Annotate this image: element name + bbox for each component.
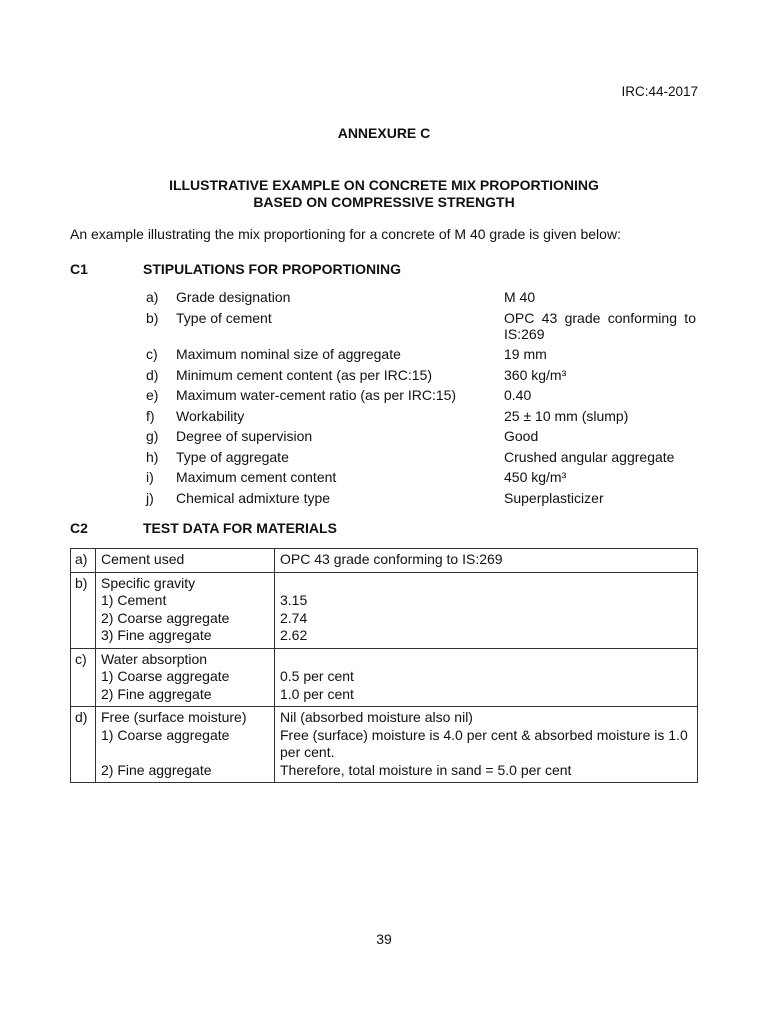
section-c2-title: TEST DATA FOR MATERIALS [143, 520, 337, 536]
sub-label: 2) Fine aggregate [101, 761, 212, 778]
row-value-cell [275, 707, 698, 783]
sub-value: 2.62 [280, 627, 308, 643]
item-letter: j) [146, 489, 154, 506]
section-c1-number: C1 [70, 261, 88, 277]
item-letter: b) [146, 309, 159, 326]
list-item [146, 289, 696, 305]
item-letter: c) [146, 346, 158, 362]
item-label: Workability [176, 407, 245, 424]
table-row [71, 572, 698, 648]
item-value: 360 kg/m³ [504, 366, 567, 383]
item-label: Type of aggregate [176, 448, 289, 465]
item-label: Chemical admixture type [176, 489, 331, 506]
row-value: Nil (absorbed moisture also nil) [280, 709, 473, 725]
spacer [280, 575, 692, 593]
item-label: Minimum cement content (as per IRC:15) [176, 366, 432, 383]
item-value: 25 ± 10 mm (slump) [504, 407, 629, 424]
row-label: Specific gravity [101, 574, 196, 591]
item-letter: h) [146, 448, 159, 465]
sub-value: 3.15 [280, 592, 308, 608]
item-value: Crushed angular aggregate [504, 448, 675, 465]
sub-label: 3) Fine aggregate [101, 627, 212, 643]
item-label: Type of cement [176, 309, 272, 326]
row-label-cell [96, 707, 275, 783]
sub-label: 2) Fine aggregate [101, 685, 212, 702]
item-letter: g) [146, 428, 159, 444]
sub-value: 1.0 per cent [280, 685, 354, 702]
page-number: 39 [376, 931, 392, 947]
list-item [146, 367, 696, 383]
list-item [146, 346, 696, 362]
item-letter: i) [146, 469, 154, 485]
table-row [71, 549, 698, 573]
list-item [146, 469, 696, 485]
row-label: Cement used [96, 549, 275, 573]
table-row [71, 648, 698, 707]
sub-value: Free (surface) moisture is 4.0 per cent & absorbed moisture is 1.0 per cent. [280, 726, 688, 760]
sub-label: 1) Cement [101, 592, 167, 608]
item-letter: d) [146, 366, 159, 383]
sub-label: 1) Coarse aggregate [101, 668, 230, 684]
row-letter: d) [71, 707, 96, 783]
row-label: Free (surface moisture) [101, 709, 247, 725]
item-value: 450 kg/m³ [504, 469, 567, 485]
row-value-cell [275, 648, 698, 707]
sub-value: 2.74 [280, 609, 308, 626]
row-letter: a) [71, 549, 96, 573]
row-label-cell [96, 572, 275, 648]
sub-label: 2) Coarse aggregate [101, 609, 230, 626]
table-row [71, 707, 698, 783]
row-value: OPC 43 grade conforming to IS:269 [275, 549, 698, 573]
item-label: Maximum nominal size of aggregate [176, 346, 401, 362]
item-value: 0.40 [504, 387, 532, 403]
item-letter: f) [146, 407, 155, 424]
intro-paragraph: An example illustrating the mix proportioning for a concrete of M 40 grade is given below: [70, 226, 621, 242]
row-letter: b) [71, 572, 96, 648]
spacer [280, 651, 692, 669]
item-value: Superplasticizer [504, 489, 604, 506]
list-item [146, 310, 696, 342]
item-value: M 40 [504, 289, 536, 305]
item-letter: a) [146, 289, 159, 305]
item-label: Maximum water-cement ratio (as per IRC:15) [176, 387, 457, 403]
list-item [146, 449, 696, 465]
item-label: Maximum cement content [176, 469, 337, 485]
sub-value: 0.5 per cent [280, 668, 354, 684]
item-value: OPC 43 grade conforming to IS:269 [504, 309, 696, 342]
annexure-heading: ANNEXURE C [337, 125, 431, 141]
item-label: Degree of supervision [176, 428, 313, 444]
row-label-cell [96, 648, 275, 707]
list-item [146, 490, 696, 506]
list-item [146, 387, 696, 403]
section-c2-number: C2 [70, 520, 88, 536]
document-code: IRC:44-2017 [621, 84, 698, 99]
row-value-cell [275, 572, 698, 648]
list-item [146, 428, 696, 444]
spacer [101, 744, 269, 762]
stipulations-list [146, 289, 696, 510]
row-letter: c) [71, 648, 96, 707]
document-title-line-2: BASED ON COMPRESSIVE STRENGTH [253, 194, 515, 210]
item-label: Grade designation [176, 289, 291, 305]
sub-label: 1) Coarse aggregate [101, 726, 230, 743]
test-data-table [70, 548, 698, 783]
item-letter: e) [146, 387, 159, 403]
row-label: Water absorption [101, 650, 208, 667]
item-value: 19 mm [504, 346, 547, 362]
item-value: Good [504, 428, 539, 444]
sub-value: Therefore, total moisture in sand = 5.0 per cent [280, 761, 572, 778]
list-item [146, 408, 696, 424]
document-title-line-1: ILLUSTRATIVE EXAMPLE ON CONCRETE MIX PROPORTIONING [169, 177, 599, 193]
section-c1-title: STIPULATIONS FOR PROPORTIONING [143, 261, 401, 277]
